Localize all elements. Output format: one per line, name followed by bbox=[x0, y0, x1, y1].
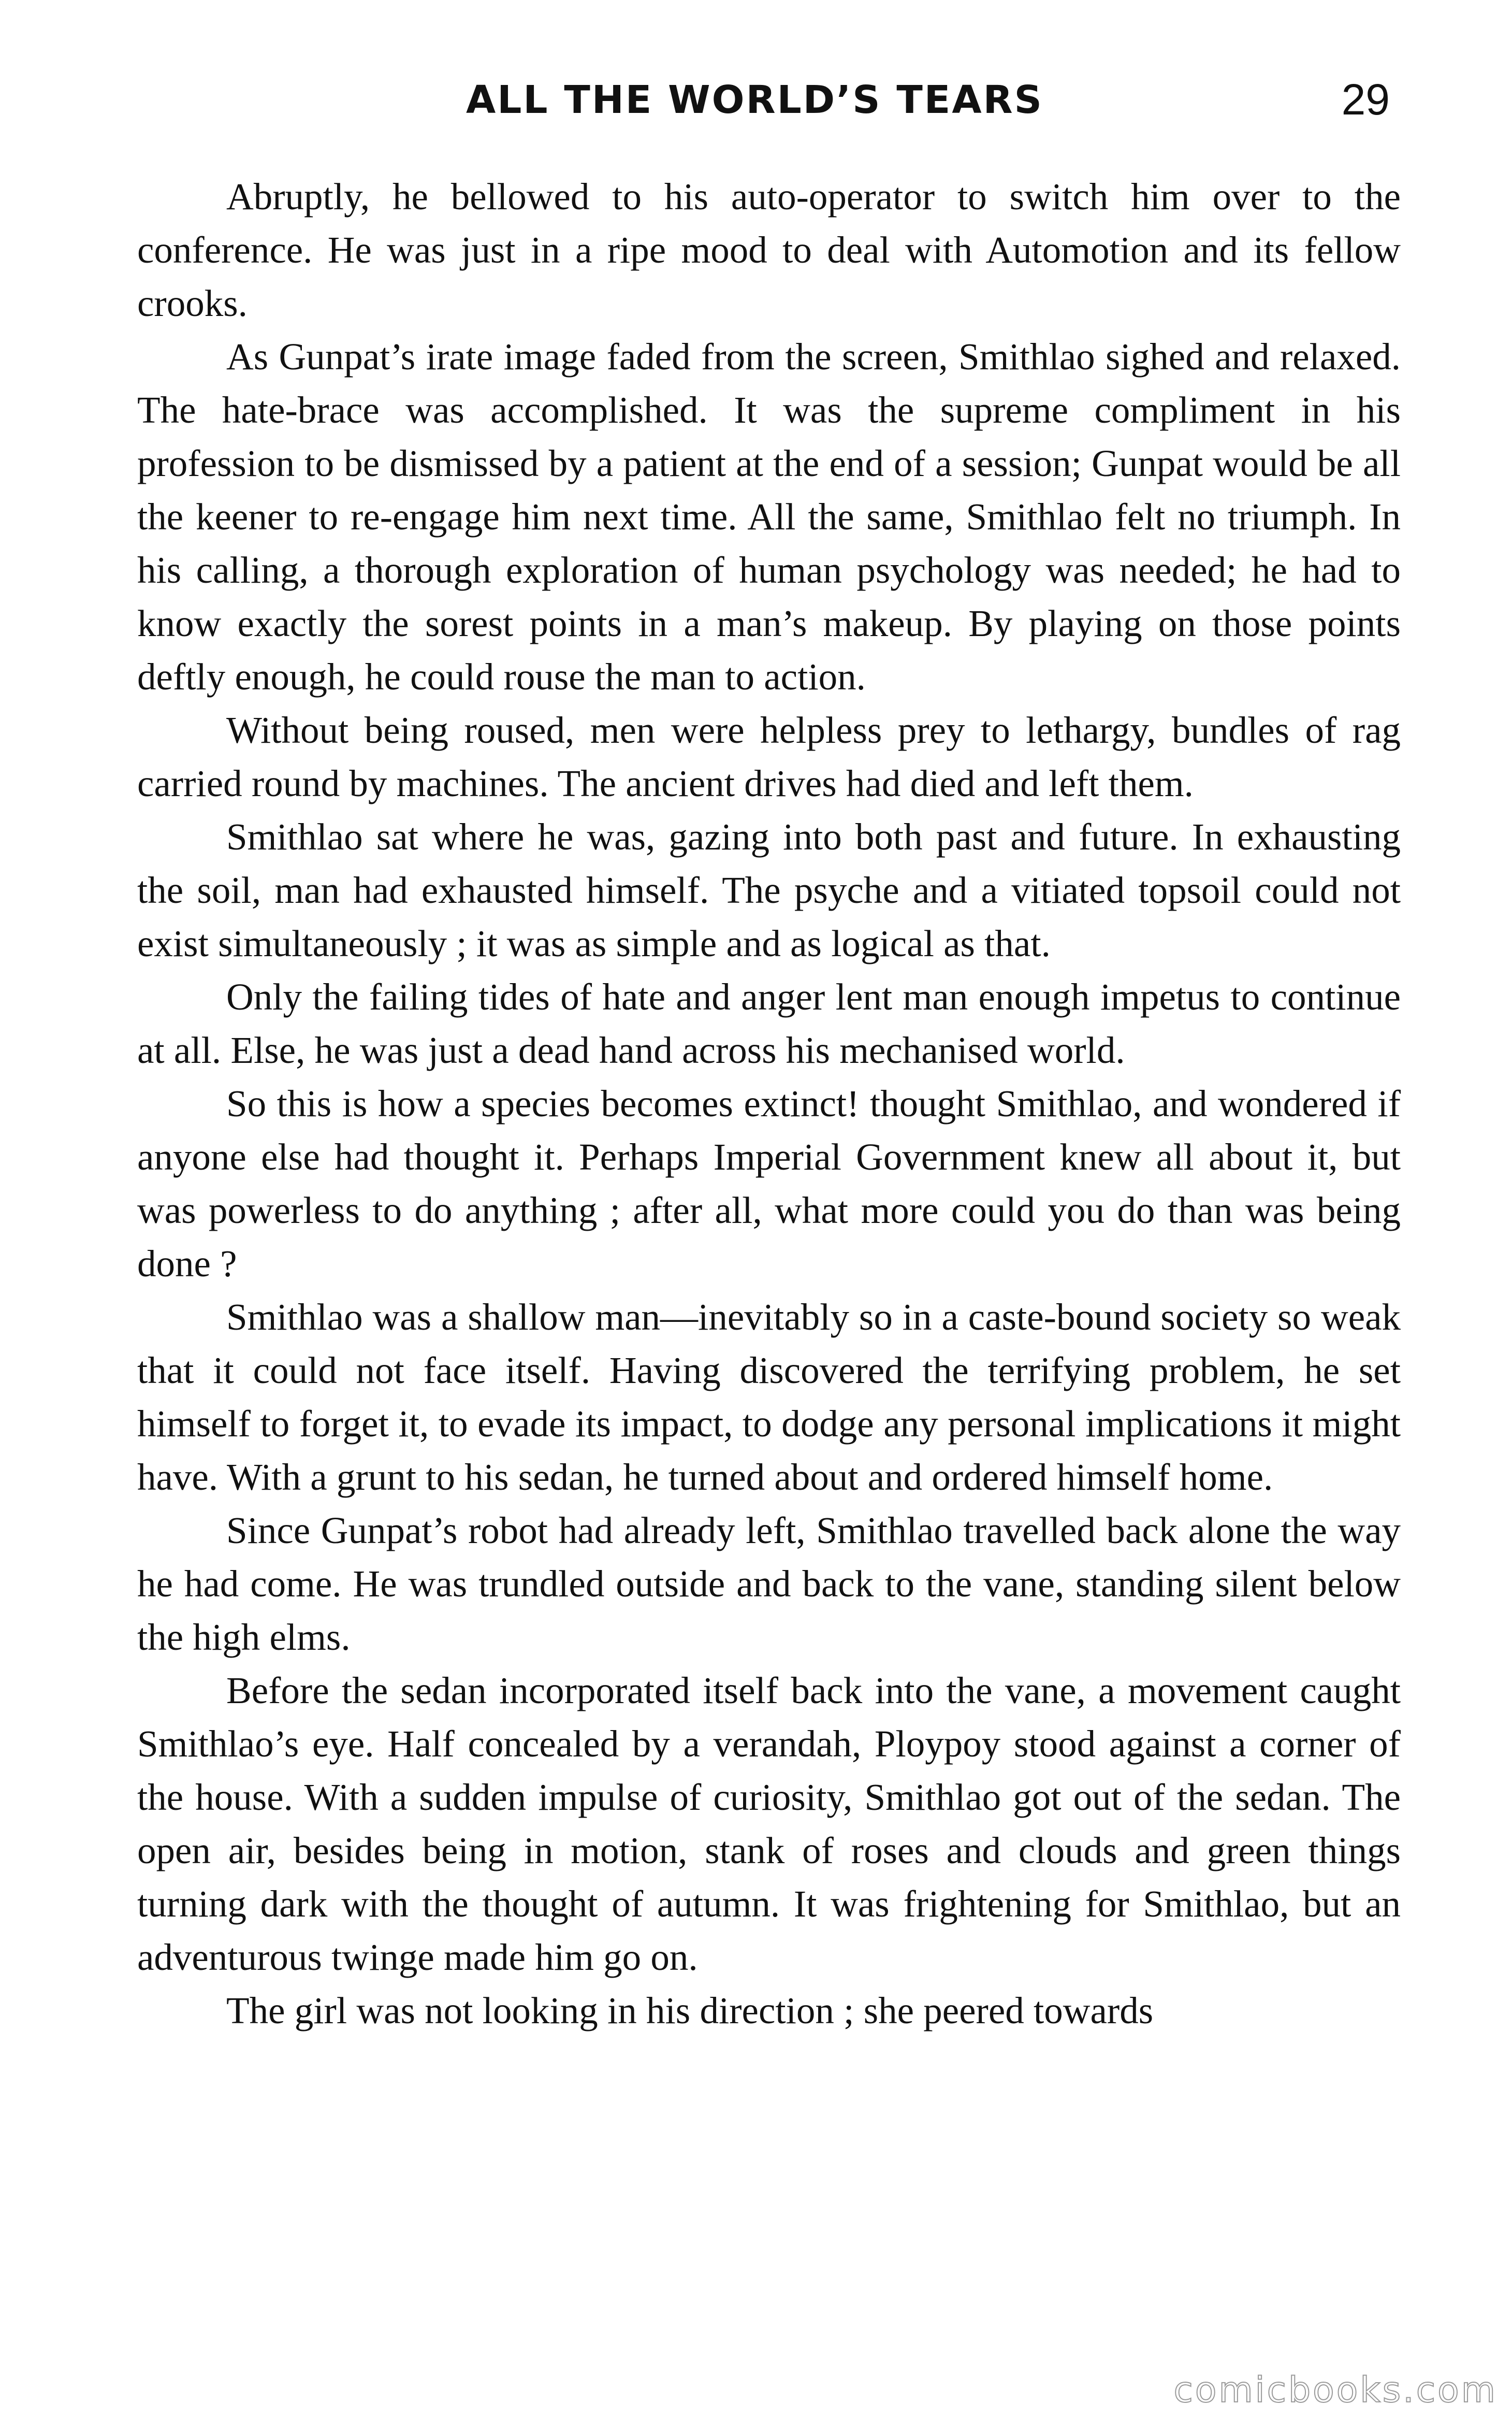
watermark: comicbooks.com bbox=[1173, 2370, 1498, 2411]
paragraph: Without being roused, men were helpless prey to lethargy, bundles of rag carried round by machines. The ancient drives had died and left them. bbox=[137, 709, 1401, 804]
paragraph: The girl was not looking in his direction ; she peered towards bbox=[226, 1990, 1154, 2032]
paragraph: Smithlao was a shallow man—inevitably so in a caste-bound society so weak that it could not face itself. Having discovered the terrifying problem, he set himself to forget it, to evade its impact, to dodge any personal implications it might have. With a grunt to his sedan, he turned about and ordered himself home. bbox=[137, 1296, 1401, 1498]
paragraph: Only the failing tides of hate and anger lent man enough impetus to continue at all. Else, he was just a dead hand across his mechanised world. bbox=[137, 976, 1401, 1071]
page-header bbox=[0, 75, 1512, 140]
paragraph: As Gunpat’s irate image faded from the screen, Smithlao sighed and relaxed. The hate-brace was accomplished. It was the supreme compliment in his profession to be dismissed by a patient at the end of a session; Gunpat would be all the keener to re-engage him next time. All the same, Smithlao felt no triumph. In his calling, a thorough exploration of human psychology was needed; he had to know exactly the sorest points in a man’s makeup. By playing on those points deftly enough, he could rouse the man to action. bbox=[137, 336, 1401, 698]
paragraph: Before the sedan incorporated itself back into the vane, a movement caught Smithlao’s eye. Half concealed by a verandah, Ploypoy stood against a corner of the house. With a sudden impulse of curiosity, Smithlao got out of the sedan. The open air, besides being in motion, stank of roses and clouds and green things turning dark with the thought of autumn. It was frightening for Smithlao, but an adventurous twinge made him go on. bbox=[137, 1669, 1401, 1978]
running-head: ALL THE WORLD’S TEARS bbox=[466, 78, 1043, 122]
body-text bbox=[137, 170, 1401, 2037]
paragraph: Smithlao sat where he was, gazing into both past and future. In exhausting the soil, man had exhausted himself. The psyche and a vitiated topsoil could not exist simultaneously ; it was as simple and as logical as that. bbox=[137, 816, 1401, 964]
paragraph: So this is how a species becomes extinct! thought Smithlao, and wondered if anyone else had thought it. Perhaps Imperial Government knew all about it, but was powerless to do anything ; after all, what more could you do than was being done ? bbox=[137, 1083, 1401, 1285]
paragraph: Abruptly, he bellowed to his auto-operator to switch him over to the conference. He was just in a ripe mood to deal with Automotion and its fellow crooks. bbox=[137, 176, 1401, 324]
page-number: 29 bbox=[1341, 75, 1390, 124]
paragraph: Since Gunpat’s robot had already left, Smithlao travelled back alone the way he had come. He was trundled outside and back to the vane, standing silent below the high elms. bbox=[137, 1509, 1401, 1658]
